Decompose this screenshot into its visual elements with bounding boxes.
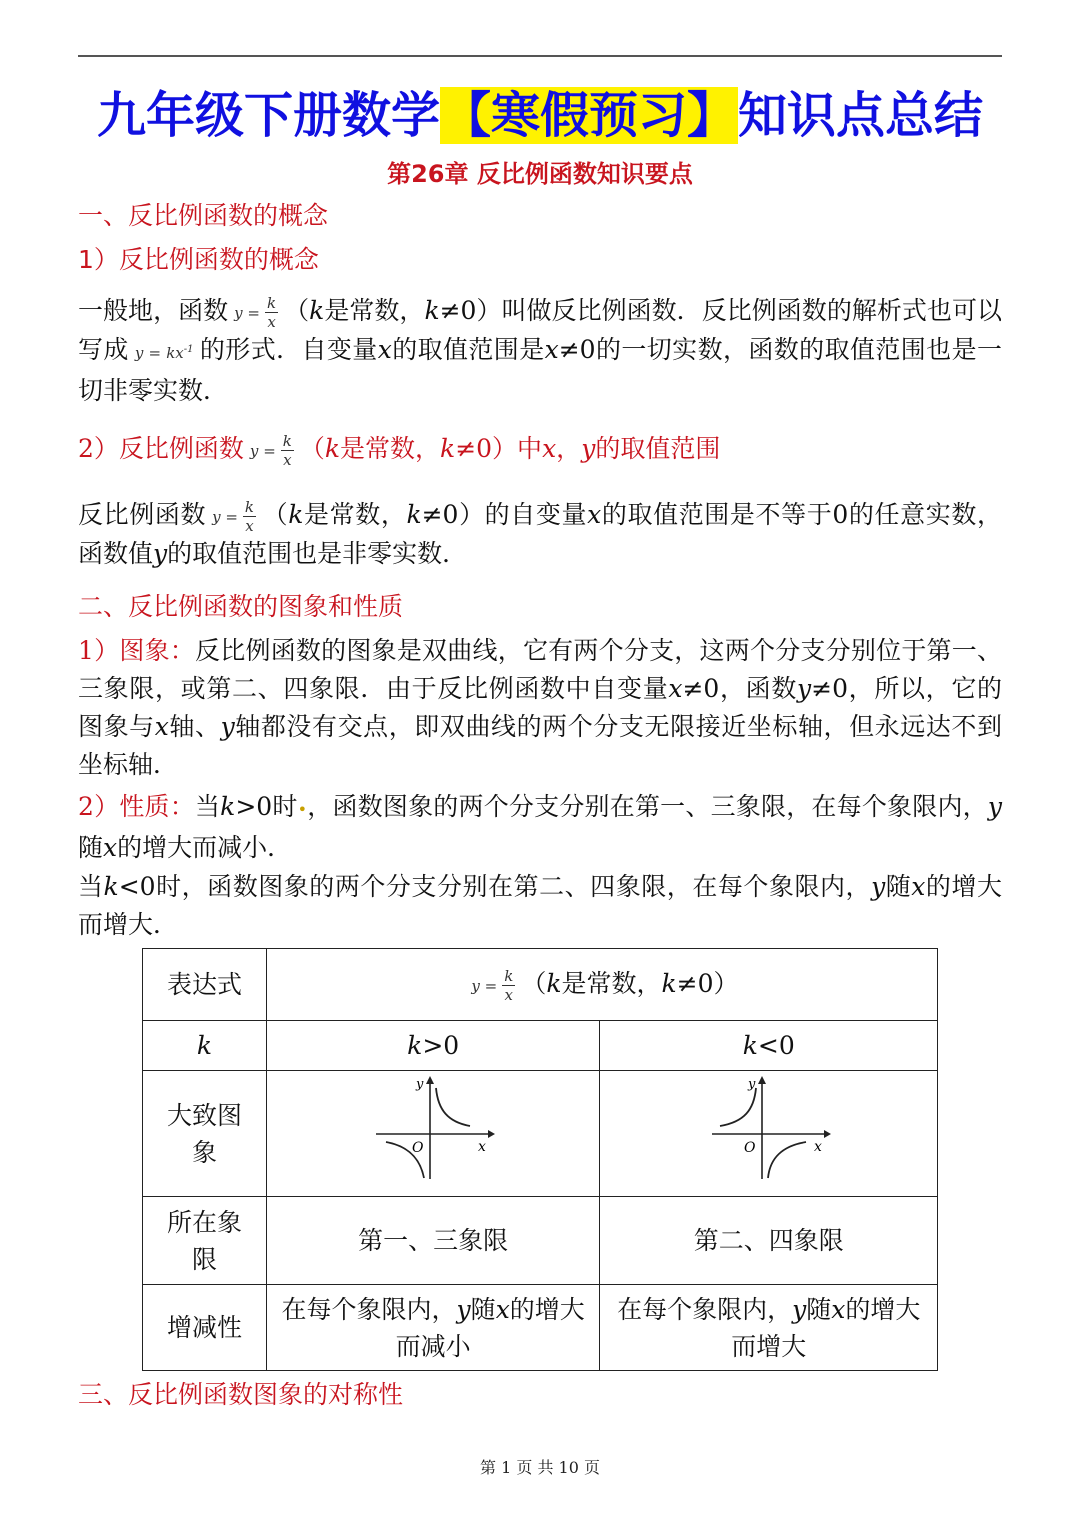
graph-positive-cell [266,1071,600,1197]
table-row [143,1021,938,1071]
table-row [143,1197,938,1285]
origin-label: O [743,1139,756,1156]
k-negative-cell: k<0 [600,1021,938,1071]
y-axis-label: y [747,1076,756,1092]
row-label-k: k [143,1021,267,1071]
section-1-sub1-heading: 1）反比例函数的概念 [78,245,319,274]
properties-table [142,948,938,1371]
formula-kx-inverse: $y = kx^{-1}$ [134,344,194,362]
graph-negative-cell [600,1071,938,1197]
row-label-monotonicity: 增减性 [143,1285,267,1371]
expression-cell: y = $\frac{k}{x}$ （k是常数，k≠0） [266,949,937,1021]
top-divider [78,55,1002,57]
page-footer: 第 1 页 共 10 页 [480,1458,600,1477]
section-1-heading: 一、反比例函数的概念 [78,201,329,230]
section-2-negative-k-paragraph: 当k<0时，函数图象的两个分支分别在第二、四象限，在每个象限内，y随x的增大而增大． [78,872,1002,939]
section-2-property-paragraph: 2）性质：当k>0时•，函数图象的两个分支分别在第一、三象限，在每个象限内，y随x的增大而减小． [78,792,1002,862]
table-row [143,1071,938,1197]
table-row [143,1285,938,1371]
x-axis-label: x [478,1138,487,1155]
page-title: 九年级下册数学【寒假预习】知识点总结 [96,87,984,144]
k-positive-cell: k>0 [266,1021,600,1071]
section-2-heading: 二、反比例函数的图象和性质 [78,592,404,621]
row-label-graph: 大致图象 [143,1071,267,1197]
table-row [143,949,938,1021]
monotonicity-positive-cell: 在每个象限内，y随x的增大而减小 [266,1285,600,1371]
quadrant-negative-cell: 第二、四象限 [600,1197,938,1285]
hyperbola-k-positive-graph [368,1074,498,1184]
formula-y-equals-k-over-x: y = $\frac{k}{x}$ [249,432,292,469]
section-1-paragraph-2: 反比例函数 y = $\frac{k}{x}$ （k是常数，k≠0）的自变量x的取值范围是不等于0的任意实数，函数值y的取值范围也是非零实数． [78,498,1002,568]
row-label-quadrant: 所在象限 [143,1197,267,1285]
row-label-expression: 表达式 [143,949,267,1021]
section-1-sub2-heading: 2）反比例函数 y = $\frac{k}{x}$ （k是常数，k≠0）中x，y的取值范围 [78,432,721,469]
section-3-heading: 三、反比例函数图象的对称性 [78,1380,404,1409]
title-highlight: 【寒假预习】 [441,87,736,144]
formula-y-equals-k-over-x: y = $\frac{k}{x}$ [471,967,514,1004]
formula-y-equals-k-over-x: y = $\frac{k}{x}$ [212,498,254,535]
origin-label: O [412,1139,424,1156]
x-axis-label: x [813,1138,822,1155]
section-1-paragraph-1: 一般地，函数 y = $\frac{k}{x}$ （k是常数，k≠0）叫做反比例函数．反比例函数的解析式也可以写成 $y = kx^{-1}$ 的形式．自变量x的取值范围是x≠0的一切实数，函数的取值范围也是一切非零实数． [78,294,1002,405]
monotonicity-negative-cell: 在每个象限内，y随x的增大而增大 [600,1285,938,1371]
chapter-title: 第26章 反比例函数知识要点 [387,160,693,188]
hyperbola-k-negative-graph [704,1074,834,1184]
y-axis-label: y [416,1076,424,1092]
quadrant-positive-cell: 第一、三象限 [266,1197,600,1285]
section-2-graph-paragraph: 1）图象：反比例函数的图象是双曲线，它有两个分支，这两个分支分别位于第一、三象限，或第二、四象限．由于反比例函数中自变量x≠0，函数y≠0，所以，它的图象与x轴、y轴都没有交点，即双曲线的两个分支无限接近坐标轴，但永远达不到坐标轴． [78,636,1002,779]
formula-y-equals-k-over-x: y = $\frac{k}{x}$ [234,294,277,331]
